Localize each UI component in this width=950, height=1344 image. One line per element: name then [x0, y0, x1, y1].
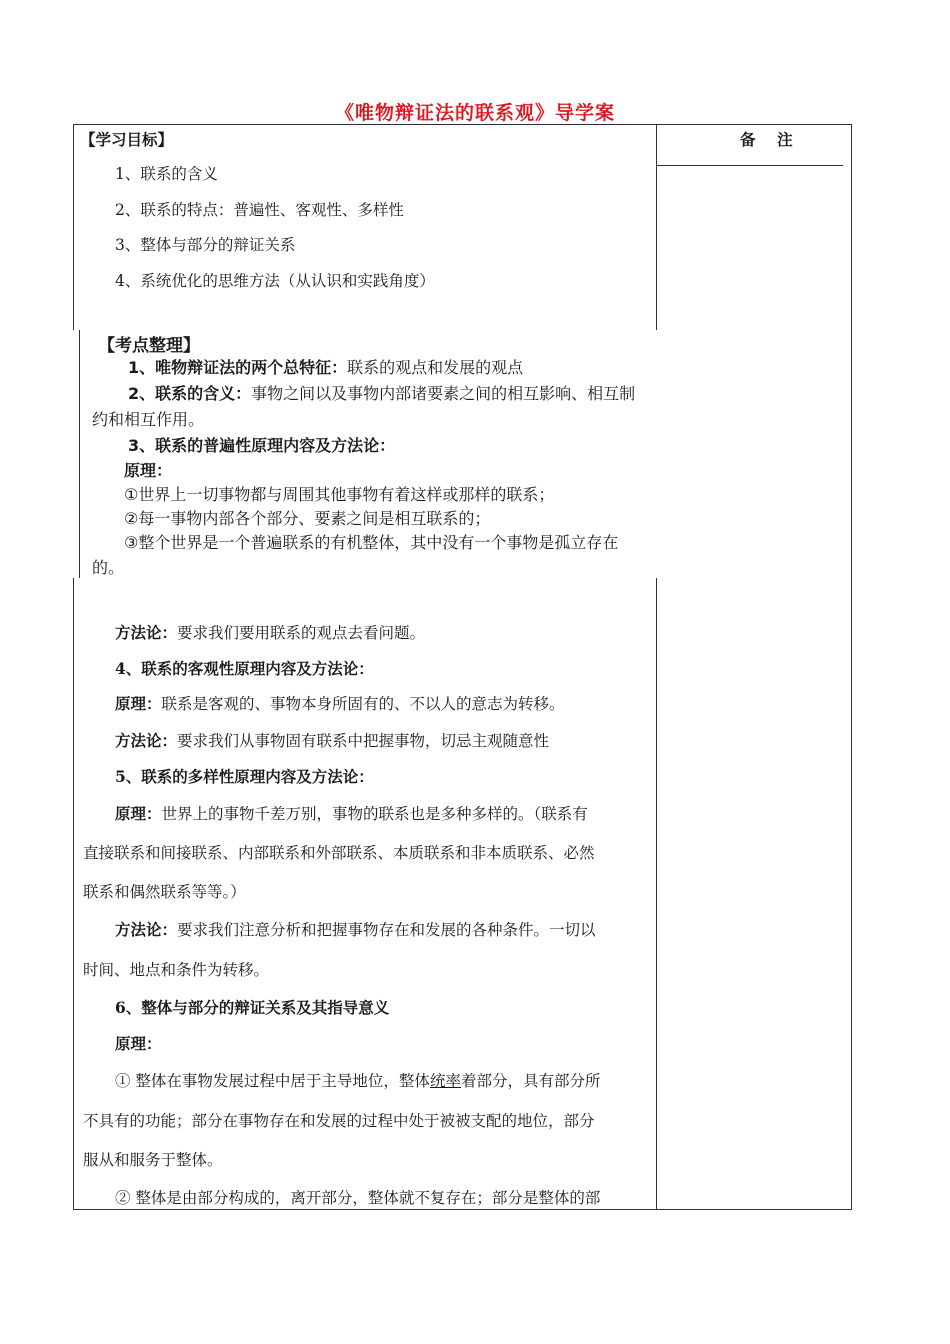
point-2-text: 事物之间以及事物内部诸要素之间的相互影响、相互制	[251, 384, 636, 403]
point-2-label: 2、联系的含义：	[128, 384, 252, 403]
point-3-item-1: ①世界上一切事物都与周围其他事物有着这样或那样的联系；	[124, 485, 555, 504]
point-3-method	[115, 623, 425, 643]
point-5-method	[115, 920, 596, 940]
point-4-method-label: 方法论：	[115, 731, 178, 750]
goal-item: 3、整体与部分的辩证关系	[115, 236, 296, 254]
point-4-principle	[115, 694, 565, 714]
point-6-item-1	[115, 1071, 600, 1091]
goal-item: 4、系统优化的思维方法（从认识和实践角度）	[115, 272, 435, 290]
side-header: 备 注	[740, 130, 793, 149]
point-3-principle-label: 原理：	[124, 461, 173, 480]
point-3-label: 3、联系的普遍性原理内容及方法论：	[128, 436, 396, 455]
point-3-item-3-continuation: 的。	[92, 558, 125, 577]
point-5-principle-line-1: 世界上的事物千差万别，事物的联系也是多种多样的。（联系有	[161, 805, 588, 823]
goals-header: 【学习目标】	[80, 130, 174, 149]
point-6-item-1-line-2: 不具有的功能；部分在事物存在和发展的过程中处于被被支配的地位，部分	[83, 1112, 595, 1130]
goal-item: 2、联系的特点：普遍性、客观性、多样性	[115, 201, 404, 219]
point-1-label: 1、唯物辩证法的两个总特征：	[128, 358, 348, 377]
point-5-principle-line-2: 直接联系和间接联系、内部联系和外部联系、本质联系和非本质联系、必然	[83, 844, 595, 862]
point-4-method-text: 要求我们从事物固有联系中把握事物，切忌主观随意性	[177, 732, 550, 750]
point-5-method-label: 方法论：	[115, 920, 178, 939]
left-border-gap-mask	[73, 330, 74, 578]
point-5-principle-label: 原理：	[115, 804, 162, 823]
table-bottom-border	[73, 1209, 852, 1210]
page-title: 《唯物辩证法的联系观》导学案	[334, 102, 615, 124]
point-6-principle-label: 原理：	[115, 1034, 162, 1053]
point-5-method-line-2: 时间、地点和条件为转移。	[83, 961, 270, 979]
point-4-label: 4、联系的客观性原理内容及方法论：	[115, 659, 374, 678]
table-right-border	[851, 124, 852, 1210]
point-2-continuation: 约和相互作用。	[92, 410, 205, 429]
point-4-method	[115, 731, 549, 751]
review-point-2	[128, 384, 635, 404]
point-5-principle	[115, 804, 588, 824]
point-4-principle-text: 联系是客观的、事物本身所固有的、不以人的意志为转移。	[161, 695, 565, 713]
table-left-border	[73, 124, 74, 1210]
table-top-border	[73, 124, 852, 125]
point-3-item-2: ②每一事物内部各个部分、要素之间是相互联系的；	[124, 509, 491, 528]
column-divider-top	[656, 124, 657, 330]
point-6-item-1-underlined: 统率	[429, 1072, 461, 1090]
point-4-principle-label: 原理：	[115, 694, 162, 713]
review-header: 【考点整理】	[98, 336, 200, 356]
point-6-item-2: ② 整体是由部分构成的，离开部分，整体就不复存在；部分是整体的部	[115, 1189, 601, 1207]
goal-item: 1、联系的含义	[115, 165, 218, 183]
review-point-1	[128, 358, 523, 378]
point-5-method-line-1: 要求我们注意分析和把握事物存在和发展的各种条件。一切以	[177, 921, 596, 939]
point-3-method-text: 要求我们要用联系的观点去看问题。	[177, 624, 426, 642]
point-6-label: 6、整体与部分的辩证关系及其指导意义	[115, 998, 390, 1017]
point-6-item-1-a: ① 整体在事物发展过程中居于主导地位，整体	[115, 1072, 430, 1090]
column-divider-bottom	[656, 578, 657, 1210]
point-6-item-1-b: 着部分，具有部分所	[460, 1072, 601, 1090]
point-1-text: 联系的观点和发展的观点	[347, 358, 524, 377]
point-6-item-1-line-3: 服从和服务于整体。	[83, 1151, 223, 1169]
point-5-principle-line-3: 联系和偶然联系等等。）	[83, 883, 246, 901]
review-left-border	[79, 330, 80, 578]
point-5-label: 5、联系的多样性原理内容及方法论：	[115, 767, 374, 786]
side-header-underline	[657, 165, 843, 166]
point-3-item-3: ③整个世界是一个普遍联系的有机整体，其中没有一个事物是孤立存在	[124, 533, 619, 552]
point-3-method-label: 方法论：	[115, 623, 178, 642]
